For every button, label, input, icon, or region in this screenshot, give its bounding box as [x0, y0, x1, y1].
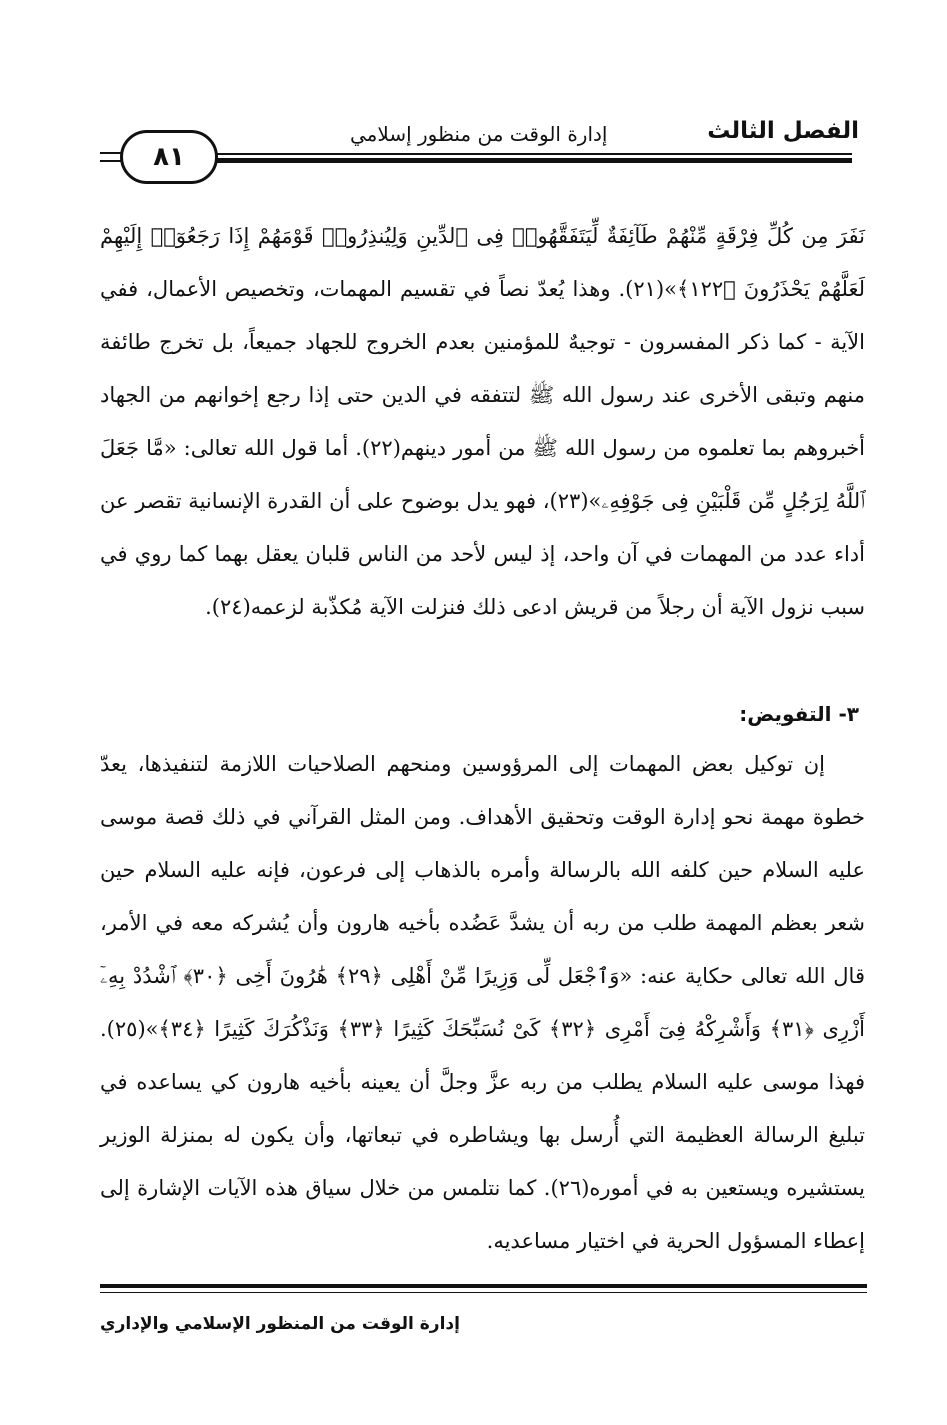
- paragraph-text: إن توكيل بعض المهمات إلى المرؤوسين ومنحهم الصلاحيات اللازمة لتنفيذها، يعدّ خطوة مهمة نحو إدارة الوقت وتحقيق الأهداف. ومن المثل القرآني في ذلك قصة موسى عليه السلام حين كلفه الله بالرسالة وأمره بالذهاب إلى فرعون، فإنه عليه السلام حين شعر بعظم المهمة طلب من ربه أن يشدَّ عَضُده بأخيه هارون وأن يُشركه معه في الأمر، قال الله تعالى حكاية عنه: «وَٱجْعَل لِّى وَزِيرًا مِّنْ أَهْلِى ﴿٢٩﴾ هَٰرُونَ أَخِى ﴿٣٠﴾ ٱشْدُدْ بِهِۦٓ أَزْرِى ﴿٣١﴾ وَأَشْرِكْهُ فِىٓ أَمْرِى ﴿٣٢﴾ كَىْ نُسَبِّحَكَ كَثِيرًا ﴿٣٣﴾ وَنَذْكُرَكَ كَثِيرًا ﴿٣٤﴾»(٢٥). فهذا موسى عليه السلام يطلب من ربه عزَّ وجلَّ أن يعينه بأخيه هارون كي يساعده في تبليغ الرسالة العظيمة التي أُرسل بها ويشاطره في تبعاتها، وأن يكون له بمنزلة الوزير يستشيره ويستعين به في أموره(٢٦). كما نتلمس من خلال سياق هذه الآيات الإشارة إلى إعطاء المسؤول الحرية في اختيار مساعديه.: [100, 752, 866, 1253]
- header-rule: [210, 153, 852, 155]
- body-paragraph-1: [100, 210, 865, 634]
- header-rule-thick: [210, 158, 852, 163]
- page-number: ٨١: [120, 130, 218, 184]
- chapter-heading: الفصل الثالث: [707, 118, 859, 144]
- paragraph-text: نَفَرَ مِن كُلِّ فِرْقَةٍ مِّنْهُمْ طَآئِفَةٌ لِّيَتَفَقَّهُوا۟ فِى ٱلدِّينِ وَلِيُنذِرُوا۟ قَوْمَهُمْ إِذَا رَجَعُوٓا۟ إِلَيْهِمْ لَعَلَّهُمْ يَحْذَرُونَ ﴿١٢٢﴾»(٢١). وهذا يُعدّ نصاً في تقسيم المهمات، وتخصيص الأعمال، ففي الآية - كما ذكر المفسرون - توجيهٌ للمؤمنين بعدم الخروج للجهاد جميعاً، بل تخرج طائفة منهم وتبقى الأخرى عند رسول الله ﷺ لتتفقه في الدين حتى إذا رجع إخوانهم من الجهاد أخبروهم بما تعلموه من رسول الله ﷺ من أمور دينهم(٢٢). أما قول الله تعالى: «مَّا جَعَلَ ٱللَّهُ لِرَجُلٍ مِّن قَلْبَيْنِ فِى جَوْفِهِۦ»(٢٣)، فهو يدل بوضوح على أن القدرة الإنسانية تقصر عن أداء عدد من المهمات في آن واحد، إذ ليس لأحد من الناس قلبان يعقل بهما كما روي في سبب نزول الآية أن رجلاً من قريش ادعى ذلك فنزلت الآية مُكذّبة لزعمه(٢٤).: [100, 224, 866, 619]
- body-paragraph-2: [100, 738, 865, 1268]
- running-title: إدارة الوقت من منظور إسلامي: [350, 122, 608, 146]
- footer-rule-thick: [100, 1284, 867, 1288]
- section-heading: ٣- التفويض:: [739, 702, 859, 726]
- footer-rule: [100, 1292, 867, 1293]
- book-title-footer: إدارة الوقت من المنظور الإسلامي والإداري: [100, 1314, 460, 1334]
